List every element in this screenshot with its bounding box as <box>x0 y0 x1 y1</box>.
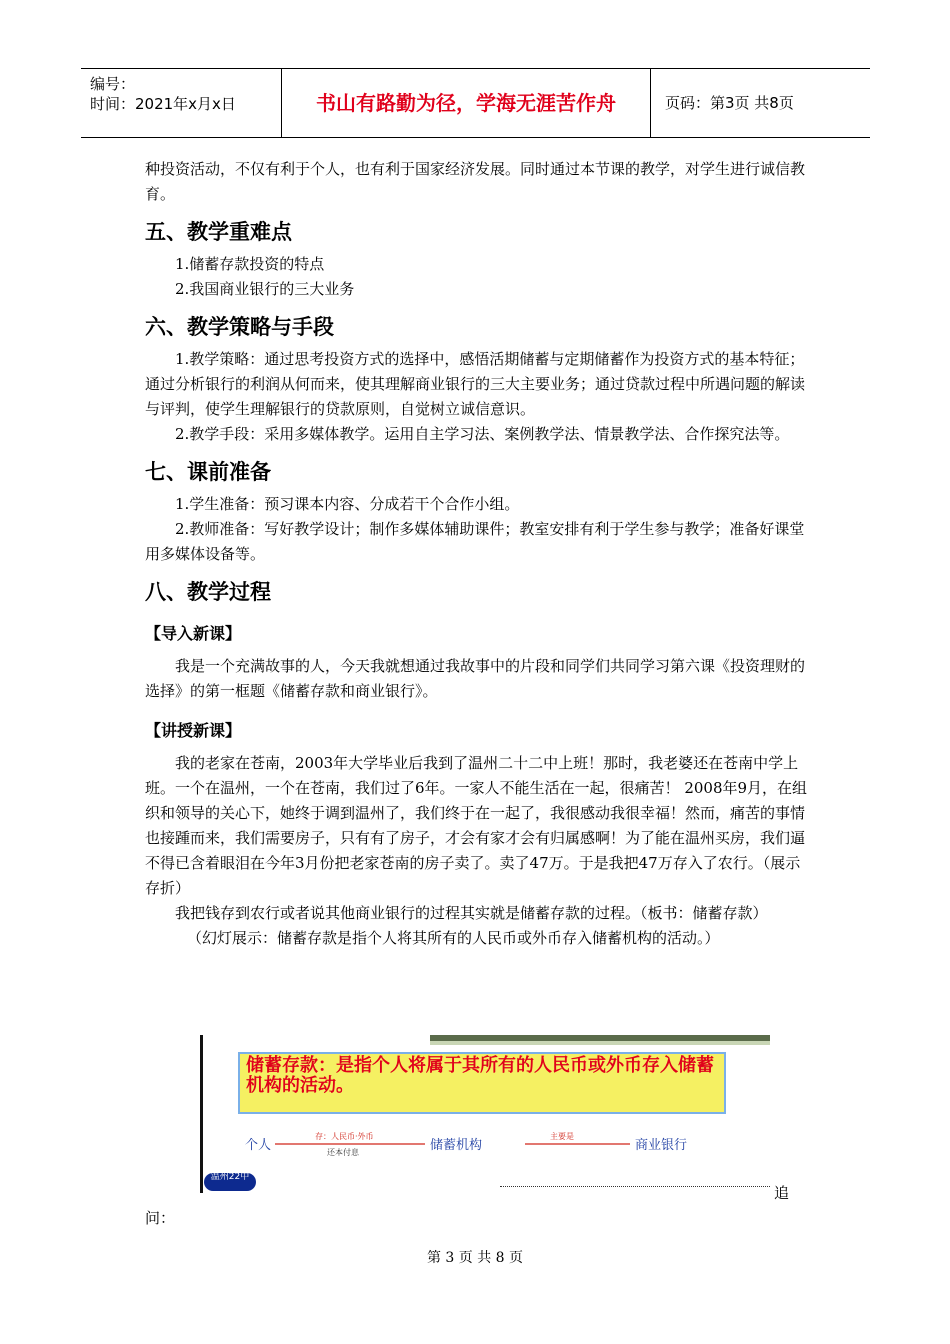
header-motto: 书山有路勤为径，学海无涯苦作舟 <box>282 69 651 137</box>
slide-definition: 储蓄存款：是指个人将属于其所有的人民币或外币存入储蓄机构的活动。 <box>238 1052 726 1114</box>
question-label: 问： <box>145 1209 176 1227</box>
list-item: 2.我国商业银行的三大业务 <box>175 280 355 298</box>
flow-mid-top-label: 主要是 <box>550 1132 574 1141</box>
section-7-title: 七、课前准备 <box>145 460 271 484</box>
section-6-title: 六、教学策略与手段 <box>145 315 334 339</box>
section-5-list <box>145 252 815 302</box>
slide-left-border <box>200 1035 203 1193</box>
section-7-paragraph-2: 2.教师准备：写好教学设计；制作多媒体辅助课件；教室安排有利于学生参与教学；准备好课堂用多媒体设备等。 <box>145 520 805 563</box>
subsection-intro-paragraph: 我是一个充满故事的人，今天我就想通过我故事中的片段和同学们共同学习第六课《投资理财的选择》的第一框题《储蓄存款和商业银行》。 <box>145 657 806 700</box>
slide-flow-diagram <box>245 1131 765 1161</box>
section-7-paragraph-1: 1.学生准备：预习课本内容、分成若干个合作小组。 <box>175 495 520 513</box>
slide-image <box>200 1035 770 1193</box>
header-meta <box>81 69 282 137</box>
section-8-title: 八、教学过程 <box>145 580 271 604</box>
page-header <box>81 68 870 138</box>
intro-paragraph: 种投资活动，不仅有利于个人，也有利于国家经济发展。同时通过本节课的教学，对学生进行诚信教育。 <box>145 160 806 203</box>
school-badge: 温州22中 <box>204 1173 256 1191</box>
page-footer: 第 3 页 共 8 页 <box>426 1250 524 1266</box>
list-item: 1.储蓄存款投资的特点 <box>175 255 325 273</box>
flow-left-label: 个人 <box>245 1138 272 1153</box>
flow-right-label: 商业银行 <box>635 1138 688 1153</box>
document-number: 编号： <box>90 75 136 93</box>
flow-top-label: 存：人民币·外币 <box>315 1132 374 1141</box>
section-6-paragraph-2: 2.教学手段：采用多媒体教学。运用自主学习法、案例教学法、情景教学法、合作探究法等。 <box>175 425 790 443</box>
teaching-paragraph-2: 我把钱存到农行或者说其他商业银行的过程其实就是储蓄存款的过程。（板书：储蓄存款） <box>175 904 768 922</box>
subsection-teaching-title: 【讲授新课】 <box>145 721 242 740</box>
flow-bottom-label: 还本付息 <box>327 1148 359 1157</box>
slide-top-strip-highlight <box>430 1041 770 1045</box>
flow-mid-label: 储蓄机构 <box>430 1138 483 1153</box>
teaching-paragraph-1: 我的老家在苍南，2003年大学毕业后我到了温州二十二中上班！那时，我老婆还在苍南中学上班。一个在温州，一个在苍南，我们过了6年。一家人不能生活在一起，很痛苦！ 2008年9月，在组织和领导的关心下，她终于调到温州了，我们终于在一起了，我很感动我很幸福！然而，痛苦的事情也接踵而来，我们需要房子，只有有了房子，才会有家才会有归属感啊！为了能在温州买房，我们逼不得已含着眼泪在今年3月份把老家苍南的房子卖了。卖了47万。于是我把47万存入了农行。（展示存折） <box>145 754 808 897</box>
continuation-char: 追 <box>774 1184 790 1202</box>
document-body <box>145 157 815 951</box>
slide-dotted-line <box>500 1186 770 1187</box>
header-page-number: 页码：第3页 共8页 <box>665 94 794 112</box>
document-date: 时间：2021年x月x日 <box>90 95 236 113</box>
section-6-paragraph-1: 1.教学策略：通过思考投资方式的选择中，感悟活期储蓄与定期储蓄作为投资方式的基本特征；通过分析银行的利润从何而来，使其理解商业银行的三大主要业务；通过贷款过程中所遇问题的解读与评判，使学生理解银行的贷款原则，自觉树立诚信意识。 <box>145 350 806 418</box>
subsection-intro-title: 【导入新课】 <box>145 624 242 643</box>
teaching-paragraph-3: （幻灯展示：储蓄存款是指个人将其所有的人民币或外币存入储蓄机构的活动。） <box>187 929 720 947</box>
section-5-title: 五、教学重难点 <box>145 220 292 244</box>
